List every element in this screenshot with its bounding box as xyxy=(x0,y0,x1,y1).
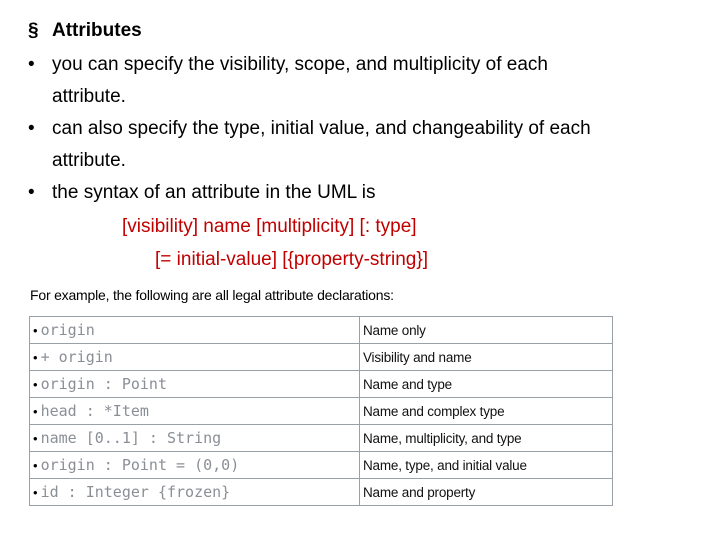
bullet-dot-icon: • xyxy=(28,54,35,75)
bullet-2 xyxy=(28,112,591,145)
table-row xyxy=(30,317,613,344)
bullet-dot-icon: • xyxy=(33,377,38,392)
bullet-2-line-1: can also specify the type, initial value, and changeability of each xyxy=(52,118,591,139)
table-row xyxy=(30,425,613,452)
attribute-code: name [0..1] : String xyxy=(40,429,222,447)
attribute-description: Name and complex type xyxy=(360,398,613,425)
attribute-code-cell xyxy=(30,344,360,371)
attribute-code-cell xyxy=(30,479,360,506)
attribute-code: + origin xyxy=(40,348,113,366)
bullet-1-line-1: you can specify the visibility, scope, and multiplicity of each xyxy=(52,54,548,75)
attribute-code: origin : Point = (0,0) xyxy=(40,456,240,474)
attribute-code: origin xyxy=(40,321,95,339)
bullet-dot-icon: • xyxy=(33,485,38,500)
example-caption: For example, the following are all legal attribute declarations: xyxy=(30,287,394,303)
bullet-dot-icon: • xyxy=(33,323,38,338)
bullet-dot-icon: • xyxy=(33,431,38,446)
attribute-code-cell xyxy=(30,371,360,398)
table-row xyxy=(30,398,613,425)
bullet-1 xyxy=(28,48,548,81)
bullet-dot-icon: • xyxy=(33,458,38,473)
bullet-3-line-1: the syntax of an attribute in the UML is xyxy=(52,182,376,203)
attribute-code-cell xyxy=(30,398,360,425)
attribute-description: Name, multiplicity, and type xyxy=(360,425,613,452)
syntax-line-2: [= initial-value] [{property-string}] xyxy=(155,249,428,270)
bullet-dot-icon: • xyxy=(28,118,35,139)
attribute-description: Name only xyxy=(360,317,613,344)
syntax-line-1: [visibility] name [multiplicity] [: type] xyxy=(122,216,417,237)
table-row xyxy=(30,371,613,398)
table-row xyxy=(30,344,613,371)
attribute-description: Name and property xyxy=(360,479,613,506)
attribute-code: head : *Item xyxy=(40,402,149,420)
attribute-description: Visibility and name xyxy=(360,344,613,371)
bullet-3 xyxy=(28,176,376,209)
table-row xyxy=(30,452,613,479)
attribute-code: id : Integer {frozen} xyxy=(40,483,231,501)
bullet-2-line-2: attribute. xyxy=(52,150,126,171)
bullet-dot-icon: • xyxy=(33,350,38,365)
bullet-dot-icon: • xyxy=(28,182,35,203)
heading-text: Attributes xyxy=(52,20,142,41)
attribute-examples-table xyxy=(29,316,613,506)
attribute-description: Name and type xyxy=(360,371,613,398)
heading-attributes xyxy=(28,14,142,47)
bullet-1-line-2: attribute. xyxy=(52,86,126,107)
attribute-description: Name, type, and initial value xyxy=(360,452,613,479)
attribute-code: origin : Point xyxy=(40,375,167,393)
bullet-dot-icon: • xyxy=(33,404,38,419)
attribute-code-cell xyxy=(30,317,360,344)
attribute-code-cell xyxy=(30,425,360,452)
table-row xyxy=(30,479,613,506)
heading-bullet-icon: § xyxy=(28,20,39,41)
attribute-code-cell xyxy=(30,452,360,479)
